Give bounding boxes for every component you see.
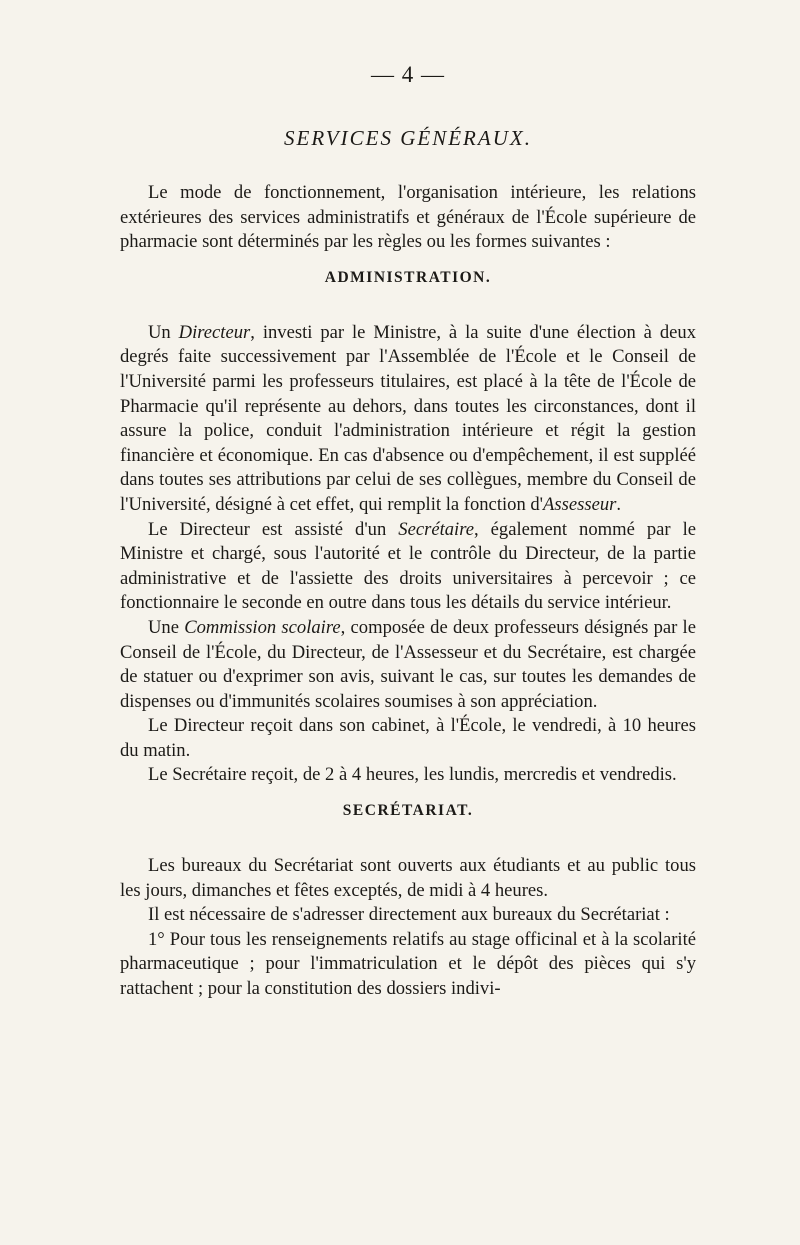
text-run: Le Directeur est assisté d'un (148, 518, 399, 540)
term-assesseur: Assesseur (543, 493, 617, 515)
secretariat-paragraph-2: Il est nécessaire de s'adresser directement aux bureaux du Secrétariat : (148, 904, 670, 926)
administration-paragraph-1 (120, 321, 696, 518)
administration-paragraph-5: Le Secrétaire reçoit, de 2 à 4 heures, les lundis, mercredis et vendredis. (148, 764, 677, 786)
text-run: . (616, 493, 622, 515)
term-commission-scolaire: Commission scolaire (184, 616, 341, 638)
secretariat-heading: SECRÉTARIAT. (342, 802, 474, 820)
secretariat-paragraph-1: Les bureaux du Secrétariat sont ouverts aux étudiants et au public tous les jours, dimanches et fêtes exceptés, de midi à 4 heures. (120, 855, 696, 901)
section-title: SERVICES GÉNÉRAUX. (284, 126, 532, 150)
intro-paragraph: Le mode de fonctionnement, l'organisation intérieure, les relations extérieures des services administratifs et généraux de l'École supérieure de pharmacie sont déterminés par les règles ou les formes suivantes : (120, 182, 696, 253)
administration-paragraph-2 (120, 518, 696, 616)
secretariat-paragraph-3: 1° Pour tous les renseignements relatifs au stage officinal et à la scolarité pharmaceutique ; pour l'immatriculation et le dépôt des pièces qui s'y rattachent ; pour la constitution des dossiers indivi- (120, 928, 696, 1000)
text-run: , composée de deux professeurs désignés par le Conseil de l'École, du Directeur, de l'Assesseur et du Secrétaire, est chargée de statuer ou d'exprimer son avis, suivant le cas, sur toutes les demandes de dispenses ou d'immunités scolaires soumises à son appréciation. (120, 616, 696, 712)
text-run: Un (148, 321, 179, 343)
text-run: Une (148, 616, 185, 638)
administration-paragraph-4: Le Directeur reçoit dans son cabinet, à l'École, le vendredi, à 10 heures du matin. (120, 715, 696, 761)
text-run: , investi par le Ministre, à la suite d'une élection à deux degrés faite successivement par l'Assemblée de l'École et le Conseil de l'Université parmi les professeurs titulaires, est placé à la tête de l'École de Pharmacie qu'il représente au dehors, dans toutes les circonstances, dont il assure la police, conduit l'administration intérieure et régit la gestion financière et économique. En cas d'absence ou d'empêchement, il est suppléé dans toutes ses attributions par celui de ses collègues, membre du Conseil de l'Université, désigné à cet effet, qui remplit la fonction d' (120, 321, 696, 515)
text-run: , également nommé par le Ministre et chargé, sous l'autorité et le contrôle du Directeur, de la partie administrative et de l'assiette des droits universitaires à percevoir ; ce fonctionnaire le seconde en outre dans tous les détails du service intérieur. (120, 518, 696, 614)
term-secretaire: Secrétaire (398, 518, 474, 540)
page-number: — 4 — (371, 62, 445, 87)
administration-paragraph-3 (120, 616, 696, 714)
term-directeur: Directeur (178, 321, 251, 343)
administration-heading: ADMINISTRATION. (324, 268, 492, 286)
